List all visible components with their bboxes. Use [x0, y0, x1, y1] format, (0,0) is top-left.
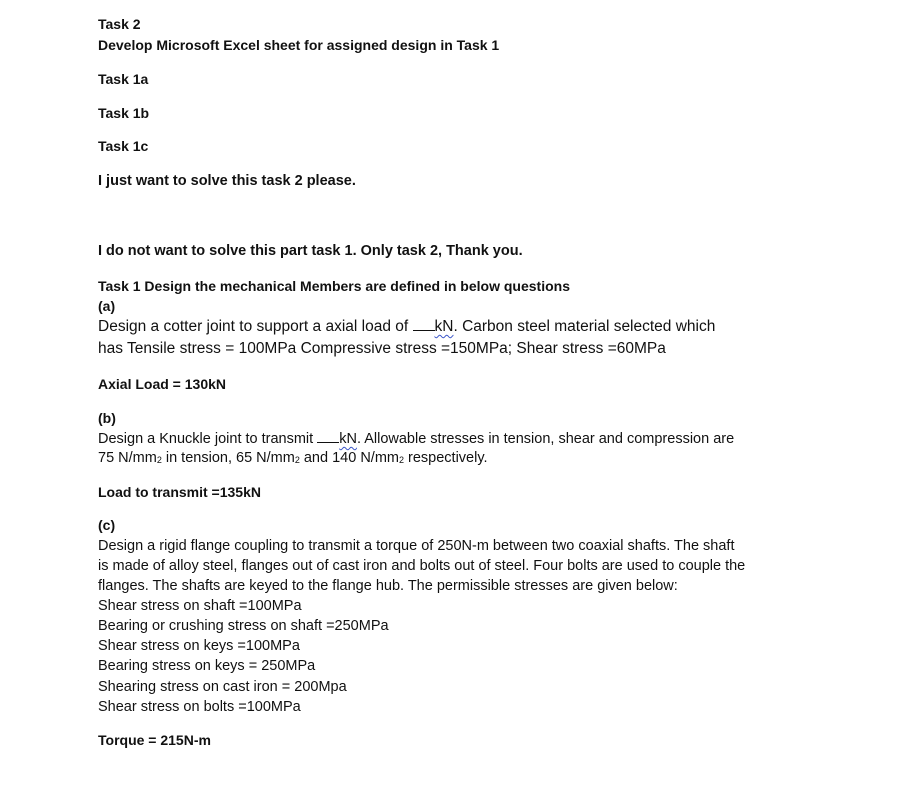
task1b-label: Task 1b — [98, 105, 150, 121]
part-c-line: Bearing stress on keys = 250MPa — [98, 658, 316, 674]
part-c-line: flanges. The shafts are keyed to the flange hub. The permissible stresses are given below: — [98, 578, 678, 594]
part-c-line: Bearing or crushing stress on shaft =250MPa — [98, 618, 389, 634]
task1-heading: Task 1 Design the mechanical Members are defined in below questions — [98, 278, 570, 294]
part-c-label: (c) — [98, 517, 116, 533]
task1c-label: Task 1c — [98, 138, 149, 154]
part-b-line1-pre: Design a Knuckle joint to transmit — [98, 431, 318, 447]
part-a-label: (a) — [98, 298, 116, 314]
part-a-line1-pre: Design a cotter joint to support a axial load of — [98, 318, 413, 335]
part-c-line: Shear stress on keys =100MPa — [98, 638, 300, 654]
part-b-line2-c: and 140 N/mm — [299, 450, 399, 466]
part-b-given: Load to transmit =135kN — [98, 484, 261, 500]
part-b-line2-a: 75 N/mm — [98, 450, 157, 466]
unit-exponent: 2 — [398, 455, 404, 465]
blank-field — [317, 430, 339, 443]
part-b-line1-post: . Allowable stresses in tension, shear and compression are — [356, 431, 735, 447]
unit-exponent: 2 — [294, 455, 300, 465]
part-a-line1-post: . Carbon steel material selected which — [453, 318, 716, 335]
part-a-line2: has Tensile stress = 100MPa Compressive stress =150MPa; Shear stress =60MPa — [98, 340, 666, 357]
part-b-line2-b: in tension, 65 N/mm — [161, 450, 295, 466]
task2-title: Task 2 — [98, 16, 141, 32]
task2-description: Develop Microsoft Excel sheet for assigned design in Task 1 — [98, 37, 500, 53]
part-b-line2-d: respectively. — [404, 450, 488, 466]
task1a-label: Task 1a — [98, 71, 149, 87]
unit-exponent: 2 — [156, 455, 162, 465]
part-c-line: Shear stress on bolts =100MPa — [98, 699, 301, 715]
part-c-line: Shearing stress on cast iron = 200Mpa — [98, 679, 347, 695]
part-a-unit: kN — [434, 318, 454, 335]
part-a-line1 — [98, 318, 715, 337]
part-b-line1 — [98, 430, 734, 448]
part-c-line: Design a rigid flange coupling to transmit a torque of 250N-m between two coaxial shafts. The shaft — [98, 538, 735, 554]
part-b-unit: kN — [339, 431, 357, 447]
part-a-given: Axial Load = 130kN — [98, 376, 227, 392]
part-b-line2 — [98, 450, 488, 467]
request-not-task1: I do not want to solve this part task 1. Only task 2, Thank you. — [98, 243, 523, 259]
part-b-label: (b) — [98, 410, 116, 426]
request-task2: I just want to solve this task 2 please. — [98, 173, 356, 189]
blank-field — [413, 318, 435, 331]
part-c-given: Torque = 215N-m — [98, 732, 211, 748]
part-c-line: Shear stress on shaft =100MPa — [98, 598, 302, 614]
part-c-line: is made of alloy steel, flanges out of cast iron and bolts out of steel. Four bolts are used to couple the — [98, 558, 746, 574]
